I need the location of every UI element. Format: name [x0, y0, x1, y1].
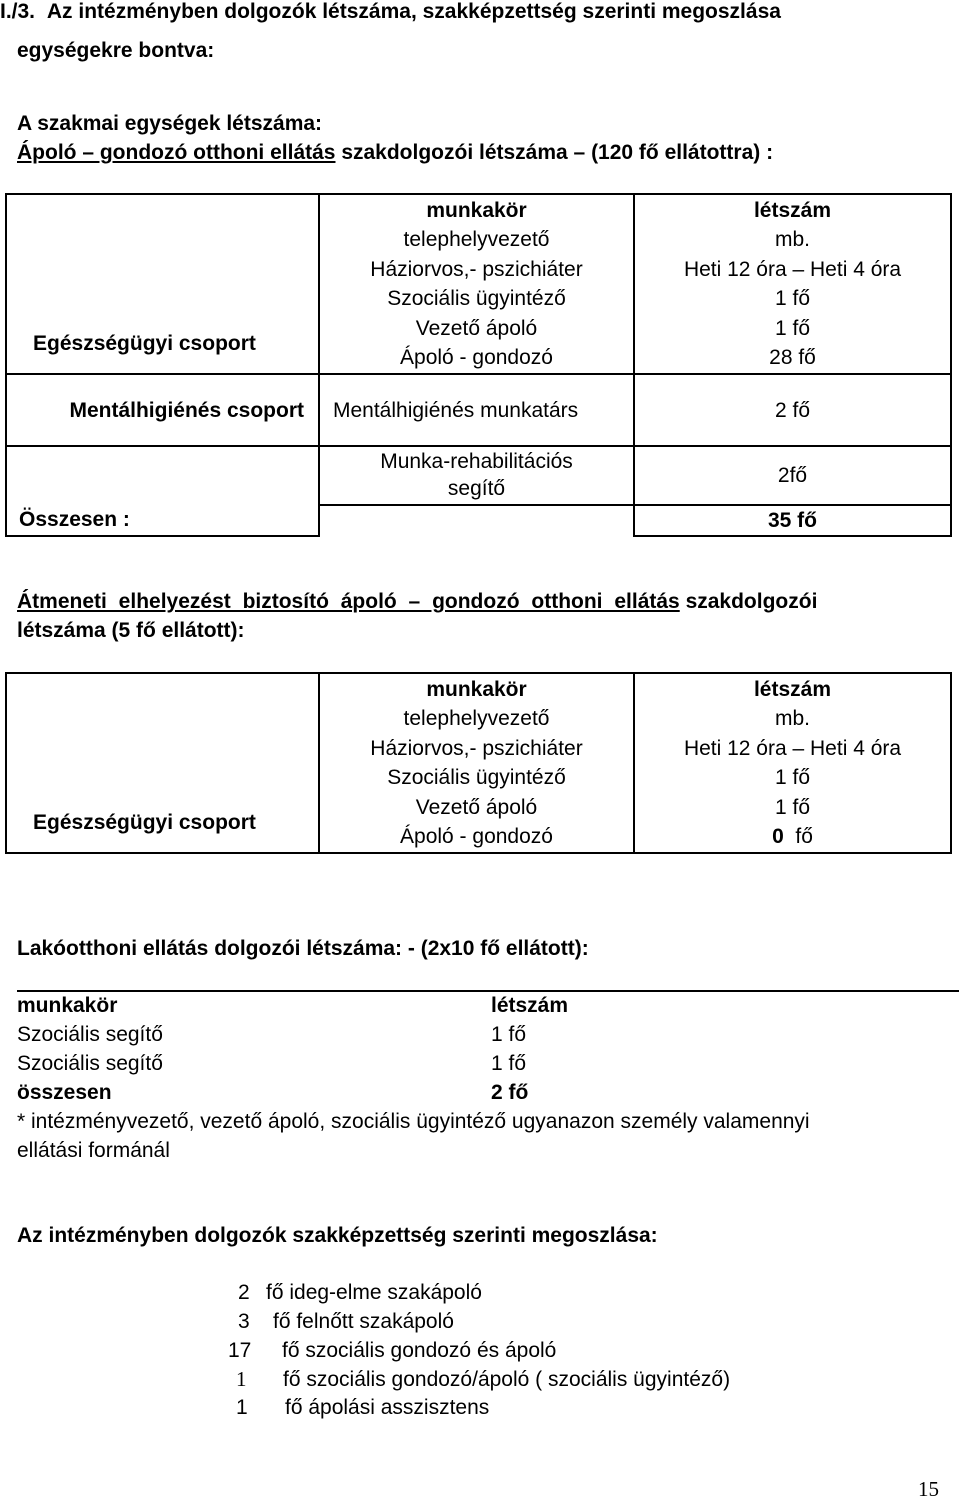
block1-table: [5, 193, 952, 537]
job-cell: Ápoló - gondozó: [400, 345, 553, 369]
block1-subtitle-underlined: Ápoló – gondozó otthoni ellátás: [17, 141, 336, 164]
section-number: I./3.: [0, 0, 36, 23]
group1-label: Egészségügyi csoport: [33, 332, 256, 355]
total-label: összesen: [17, 1081, 112, 1104]
block1-subtitle: [17, 138, 773, 167]
job-cell: Háziorvos,- pszichiáter: [370, 257, 583, 281]
job-cell: Vezető ápoló: [415, 316, 538, 340]
block2-title-underlined: Átmeneti elhelyezést biztosító ápoló – gondozó otthoni ellátás: [17, 590, 680, 613]
job-cell: Vezető ápoló: [415, 795, 538, 819]
count-cell: 1 fő: [774, 287, 811, 311]
count-cell: Heti 12 óra – Heti 4 óra: [683, 736, 902, 760]
rehab-job-cell: [319, 446, 634, 505]
block2-table: [5, 672, 952, 854]
block3-rule: [17, 990, 959, 992]
col-header-count: létszám: [753, 199, 832, 222]
block2-title-rest: szakdolgozói: [679, 590, 818, 613]
job-cell: telephelyvezető: [403, 707, 550, 731]
page-number: 15: [918, 1477, 939, 1501]
group1-jobs-cell: [319, 194, 634, 374]
count-cell: Heti 12 óra – Heti 4 óra: [683, 257, 902, 281]
jobs-cell: [319, 673, 634, 853]
qual-count: 17: [228, 1339, 252, 1362]
block3-title: Lakóotthoni ellátás dolgozói létszáma: - (2x10 fő ellátott):: [17, 937, 589, 960]
job-cell: telephelyvezető: [403, 228, 550, 252]
job-cell: Szociális ügyintéző: [387, 287, 566, 311]
total-count-cell: [634, 505, 951, 536]
qual-count: 3: [238, 1310, 250, 1333]
count-bold: 0: [772, 824, 784, 848]
rehab-job-line2: segítő: [447, 477, 506, 500]
counts-cell: [634, 673, 951, 853]
group-label-cell: [6, 673, 319, 853]
group2-count-cell: [634, 374, 951, 446]
group2-label: Mentálhigiénés csoport: [69, 398, 304, 422]
qual-text: fő ápolási asszisztens: [285, 1396, 490, 1419]
total-label: Összesen :: [19, 508, 130, 531]
qual-text: fő ideg-elme szakápoló: [266, 1281, 482, 1304]
group2-label-cell: [6, 374, 319, 446]
qual-count: 1: [236, 1396, 248, 1419]
col-header-job: munkakör: [426, 678, 527, 701]
block1-title: A szakmai egységek létszáma:: [17, 112, 323, 135]
block2-title: [17, 587, 817, 616]
count-cell: [635, 822, 950, 851]
total-count: 35 fő: [767, 509, 817, 532]
count-cell: 1 fő: [774, 316, 811, 340]
count-cell: 1 fő: [491, 1023, 527, 1046]
group-label: Egészségügyi csoport: [33, 811, 256, 834]
rehab-job-line1: Munka-rehabilitációs: [380, 450, 573, 473]
count-cell: mb.: [774, 228, 810, 252]
block3-note-line2: ellátási formánál: [17, 1139, 170, 1162]
block2-title-line2: létszáma (5 fő ellátott):: [17, 619, 245, 642]
group2-count: 2 fő: [774, 398, 811, 422]
total-label-cell: [6, 446, 319, 536]
group1-counts-cell: [634, 194, 951, 374]
count-cell: 1 fő: [774, 795, 811, 819]
job-cell: Szociális segítő: [17, 1023, 163, 1046]
section-title-cont: egységekre bontva:: [17, 39, 215, 62]
section-title: Az intézményben dolgozók létszáma, szakképzettség szerinti megoszlása: [46, 0, 781, 23]
empty-cell: [319, 505, 634, 536]
job-cell: Háziorvos,- pszichiáter: [370, 736, 583, 760]
col-header-count: létszám: [753, 678, 832, 701]
group1-label-cell: [6, 194, 319, 374]
section-heading: [0, 0, 781, 26]
job-cell: Szociális segítő: [17, 1052, 163, 1075]
count-unit: fő: [783, 824, 813, 848]
rehab-count: 2fő: [777, 464, 808, 487]
count-cell: 1 fő: [774, 766, 811, 790]
col-header-job: munkakör: [426, 199, 527, 222]
header-job: munkakör: [17, 994, 118, 1017]
group2-job: Mentálhigiénés munkatárs: [333, 398, 579, 422]
group2-job-cell: [319, 374, 634, 446]
rehab-count-cell: [634, 446, 951, 505]
qual-count: 2: [238, 1281, 250, 1304]
count-cell: 28 fő: [769, 345, 816, 369]
job-cell: Szociális ügyintéző: [387, 766, 566, 790]
block1-subtitle-rest: szakdolgozói létszáma – (120 fő ellátottra) :: [335, 141, 774, 164]
qual-text: fő szociális gondozó/ápoló ( szociális ügyintéző): [283, 1368, 731, 1391]
qual-count: 1: [236, 1367, 247, 1391]
job-cell: Ápoló - gondozó: [400, 824, 553, 848]
total-count: 2 fő: [491, 1081, 529, 1104]
header-count: létszám: [491, 994, 569, 1017]
block3-note-line1: * intézményvezető, vezető ápoló, szociális ügyintéző ugyanazon személy valamennyi: [17, 1110, 810, 1133]
count-cell: mb.: [774, 707, 810, 731]
count-cell: 1 fő: [491, 1052, 527, 1075]
qual-text: fő szociális gondozó és ápoló: [282, 1339, 557, 1362]
block4-title: Az intézményben dolgozók szakképzettség szerinti megoszlása:: [17, 1224, 658, 1247]
qual-text: fő felnőtt szakápoló: [273, 1310, 454, 1333]
